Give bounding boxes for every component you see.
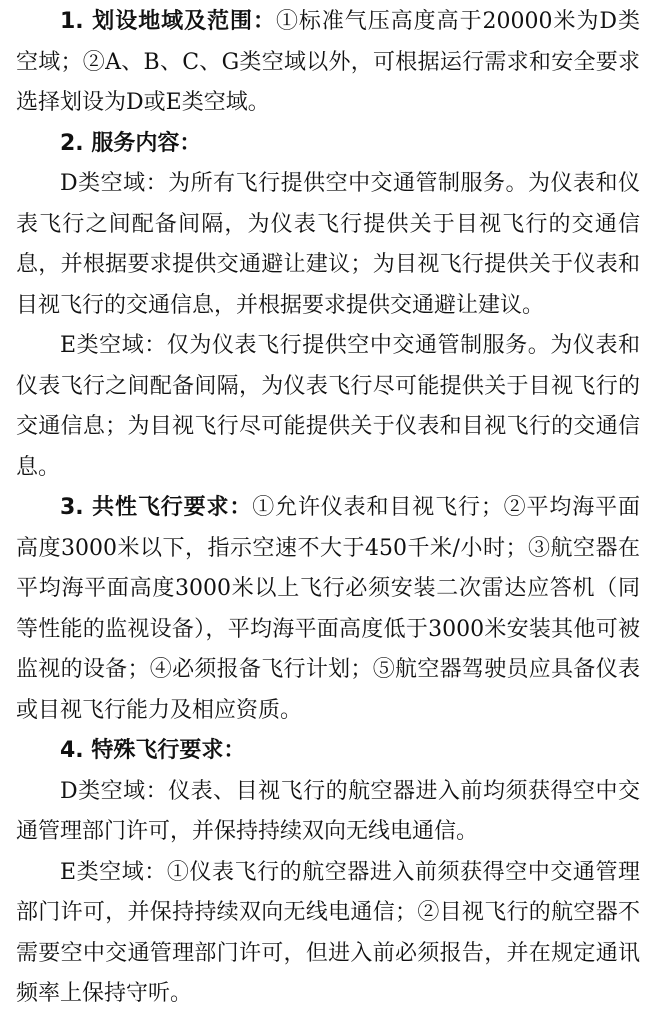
section-4-heading: 4. 特殊飞行要求： xyxy=(60,738,246,763)
section-4-e-airspace: E类空域：①仪表飞行的航空器进入前须获得空中交通管理部门许可，并保持持续双向无线电通信；②目视飞行的航空器不需要空中交通管理部门许可，但进入前必须报告，并在规定通讯频率上保持守听。 xyxy=(16,859,640,1006)
section-3-body: ①允许仪表和目视飞行；②平均海平面高度3000米以下，指示空速不大于450千米/小时；③航空器在平均海平面高度3000米以上飞行必须安装二次雷达应答机（同等性能的监视设备），平均海平面高度低于3000米安装其他可被监视的设备；④必须报备飞行计划；⑤航空器驾驶员应具备仪表或目视飞行能力及相应资质。 xyxy=(16,495,640,723)
section-3-paragraph xyxy=(16,488,640,731)
section-4-d-airspace: D类空域：仪表、目视飞行的航空器进入前均须获得空中交通管理部门许可，并保持持续双向无线电通信。 xyxy=(16,778,640,844)
section-1-body: ①标准气压高度高于20000米为D类空域；②A、B、C、G类空域以外，可根据运行需求和安全要求选择划设为D或E类空域。 xyxy=(16,9,640,115)
section-2-e-airspace: E类空域：仅为仪表飞行提供空中交通管制服务。为仪表和仪表飞行之间配备间隔，为仪表飞行尽可能提供关于目视飞行的交通信息；为目视飞行尽可能提供关于仪表和目视飞行的交通信息。 xyxy=(16,333,640,480)
section-1-paragraph xyxy=(16,2,640,124)
document-body xyxy=(16,2,640,1015)
section-2-d-airspace: D类空域：为所有飞行提供空中交通管制服务。为仪表和仪表飞行之间配备间隔，为仪表飞行提供关于目视飞行的交通信息，并根据要求提供交通避让建议；为目视飞行提供关于仪表和目视飞行的交通信息，并根据要求提供交通避让建议。 xyxy=(16,171,640,318)
section-3-heading: 3. 共性飞行要求： xyxy=(60,495,253,520)
section-2-heading: 2. 服务内容： xyxy=(60,130,202,156)
section-1-heading: 1. 划设地域及范围： xyxy=(60,9,276,34)
